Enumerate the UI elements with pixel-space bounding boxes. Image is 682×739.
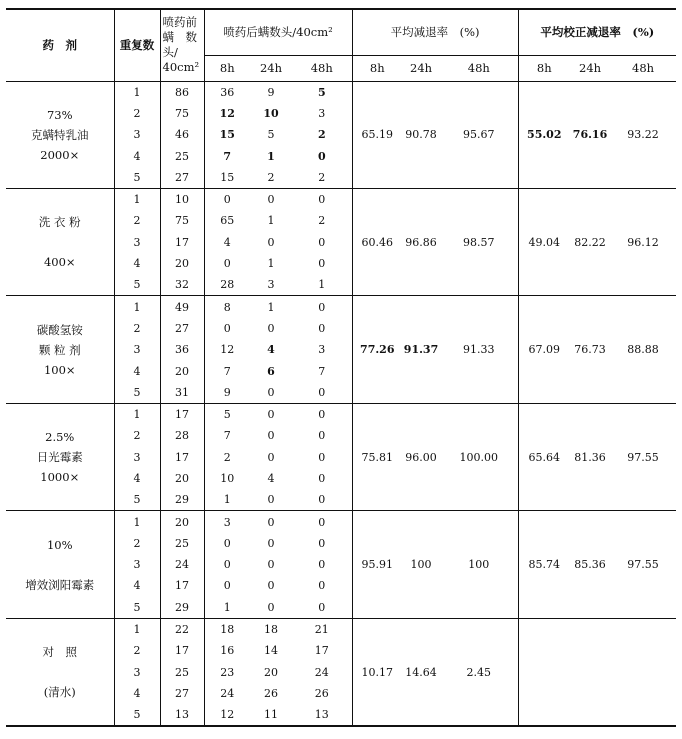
rep-cell: 5 <box>114 704 160 726</box>
before-count-cell: 27 <box>160 318 204 339</box>
drug-name-cell <box>6 403 114 510</box>
after-count-48-cell: 0 <box>292 575 352 596</box>
drug-name-line <box>6 555 114 575</box>
after-count-24-cell: 1 <box>267 257 275 271</box>
avg-corrected-24h <box>570 618 610 726</box>
avg-reduction-8h: 10.17 <box>352 618 402 726</box>
before-count-cell: 27 <box>160 683 204 704</box>
after-count-8-cell: 10 <box>220 471 235 485</box>
header-rep: 重复数 <box>114 9 160 81</box>
drug-name-cell <box>6 296 114 403</box>
avg-reduction-8h: 77.26 <box>352 296 402 403</box>
drug-name-line <box>6 662 114 682</box>
after-count-48-cell: 26 <box>292 683 352 704</box>
after-count-8-cell: 36 <box>220 85 235 99</box>
after-count-48-cell: 3 <box>292 103 352 124</box>
rep-cell: 1 <box>114 81 160 103</box>
avg-reduction-48h: 2.45 <box>440 618 518 726</box>
rep-cell: 1 <box>114 188 160 210</box>
rep-cell: 2 <box>114 533 160 554</box>
before-count-cell: 28 <box>160 425 204 446</box>
after-count-24-cell: 20 <box>264 665 278 679</box>
after-count-48-cell: 0 <box>292 318 352 339</box>
avg-corrected-8h: 67.09 <box>518 296 570 403</box>
after-count-8-cell: 0 <box>223 558 231 572</box>
header-before-line-3: 头/ <box>162 45 178 60</box>
after-count-8-cell: 12 <box>219 106 235 120</box>
avg-corrected-24h: 85.36 <box>570 511 610 618</box>
rep-cell: 2 <box>114 640 160 661</box>
avg-corrected-48h: 93.22 <box>627 128 659 142</box>
after-count-48-cell: 0 <box>292 232 352 253</box>
after-count-8-cell: 23 <box>220 665 235 679</box>
after-count-48-cell: 5 <box>292 81 352 103</box>
after-count-24-cell: 0 <box>267 558 275 572</box>
after-count-24-cell: 1 <box>250 296 292 318</box>
after-count-24-cell: 0 <box>267 321 275 335</box>
table-body <box>6 81 676 726</box>
after-count-8-cell: 15 <box>220 170 235 184</box>
avg-corrected-8h: 55.02 <box>527 128 562 142</box>
after-count-48-cell: 2 <box>292 210 352 231</box>
after-count-24-cell: 14 <box>264 644 278 658</box>
avg-reduction-8h: 65.19 <box>361 128 394 142</box>
before-count-cell: 17 <box>160 232 204 253</box>
after-count-8-cell: 16 <box>220 644 235 658</box>
after-count-24-cell: 0 <box>250 403 292 425</box>
header-corr-24h: 24h <box>570 55 610 81</box>
before-count-cell: 17 <box>160 447 204 468</box>
header-corr-48h: 48h <box>610 55 676 81</box>
rep-cell: 2 <box>114 425 160 446</box>
before-count-cell: 27 <box>160 167 204 189</box>
rep-cell: 3 <box>114 447 160 468</box>
avg-corrected-48h: 97.55 <box>610 511 676 618</box>
rep-cell: 3 <box>114 124 160 145</box>
after-count-8-cell: 28 <box>220 278 235 292</box>
before-count-cell: 20 <box>160 511 204 533</box>
drug-name-line <box>6 232 114 252</box>
after-count-8-cell: 7 <box>223 429 231 443</box>
before-count-cell: 46 <box>160 124 204 145</box>
data-table-container <box>6 8 676 728</box>
avg-reduction-24h: 96.00 <box>402 403 440 510</box>
after-count-48-cell: 0 <box>292 296 352 318</box>
rep-cell: 4 <box>114 145 160 166</box>
after-count-24-cell: 0 <box>267 385 275 399</box>
before-count-cell: 17 <box>160 403 204 425</box>
header-after: 喷药后螨数头/40cm² <box>204 9 352 55</box>
drug-name-line: 10% <box>46 537 73 552</box>
before-count-cell: 86 <box>160 81 204 103</box>
avg-corrected-48h <box>610 618 676 726</box>
after-count-24-cell: 0 <box>267 536 275 550</box>
after-count-48-cell: 0 <box>292 489 352 511</box>
rep-cell: 1 <box>114 511 160 533</box>
after-count-48-cell: 0 <box>292 425 352 446</box>
drug-name-line: 碳酸氢铵 <box>36 322 83 337</box>
after-count-48-cell: 0 <box>292 511 352 533</box>
avg-reduction-8h: 95.91 <box>352 511 402 618</box>
avg-corrected-8h: 85.74 <box>518 511 570 618</box>
after-count-24-cell: 4 <box>267 471 275 485</box>
rep-cell: 3 <box>114 232 160 253</box>
drug-name-line: 400× <box>43 255 76 270</box>
after-count-24-cell: 10 <box>263 106 279 120</box>
after-count-24-cell: 0 <box>267 429 275 443</box>
after-count-24-cell: 2 <box>267 170 275 184</box>
after-count-48-cell: 7 <box>292 360 352 381</box>
after-count-48-cell: 21 <box>292 618 352 640</box>
after-count-48-cell: 13 <box>292 704 352 726</box>
before-count-cell: 24 <box>160 554 204 575</box>
before-count-cell: 25 <box>160 533 204 554</box>
header-after-48h: 48h <box>292 55 352 81</box>
avg-reduction-48h: 100 <box>440 511 518 618</box>
rep-cell: 1 <box>114 296 160 318</box>
data-table <box>6 8 676 727</box>
avg-reduction-48h: 98.57 <box>440 188 518 295</box>
after-count-8-cell: 12 <box>220 343 235 357</box>
after-count-8-cell: 3 <box>204 511 250 533</box>
drug-name-line: 日光霉素 <box>36 450 83 465</box>
rep-cell: 5 <box>114 382 160 404</box>
rep-cell: 4 <box>114 253 160 274</box>
after-count-48-cell: 24 <box>292 662 352 683</box>
header-avg-8h: 8h <box>352 55 402 81</box>
before-count-cell: 17 <box>160 640 204 661</box>
after-count-8-cell: 1 <box>223 600 231 614</box>
after-count-8-cell: 12 <box>220 708 235 722</box>
avg-reduction-48h: 95.67 <box>440 81 518 188</box>
rep-cell: 3 <box>114 554 160 575</box>
avg-reduction-24h: 14.64 <box>402 618 440 726</box>
rep-cell: 1 <box>114 403 160 425</box>
rep-cell: 2 <box>114 210 160 231</box>
avg-corrected-8h <box>518 618 570 726</box>
header-after-24h: 24h <box>250 55 292 81</box>
after-count-48-cell: 0 <box>292 188 352 210</box>
after-count-48-cell: 3 <box>292 339 352 360</box>
header-avg-24h: 24h <box>402 55 440 81</box>
after-count-8-cell: 2 <box>223 450 231 464</box>
drug-name-line: 2000× <box>40 147 80 162</box>
rep-cell: 5 <box>114 167 160 189</box>
avg-reduction-24h: 91.37 <box>402 296 440 403</box>
after-count-48-cell: 17 <box>292 640 352 661</box>
after-count-24-cell: 1 <box>267 149 275 163</box>
rep-cell: 4 <box>114 468 160 489</box>
after-count-8-cell: 0 <box>223 536 231 550</box>
rep-cell: 4 <box>114 360 160 381</box>
drug-name-cell <box>6 511 114 618</box>
before-count-cell: 29 <box>160 597 204 619</box>
before-count-cell: 29 <box>160 489 204 511</box>
rep-cell: 5 <box>114 489 160 511</box>
avg-corrected-24h: 81.36 <box>570 403 610 510</box>
drug-name-line: 洗 衣 粉 <box>38 215 81 230</box>
table-row <box>6 403 676 425</box>
after-count-24-cell: 3 <box>267 278 275 292</box>
header-avg-reduction: 平均减退率 (%) <box>352 9 518 55</box>
after-count-48-cell: 2 <box>292 167 352 189</box>
header-before-line-2: 螨 数 <box>162 30 197 45</box>
avg-corrected-24h: 76.16 <box>572 128 608 142</box>
after-count-48-cell: 0 <box>292 253 352 274</box>
header-before-line-4: 40cm² <box>162 60 200 75</box>
drug-name-line: 1000× <box>40 470 80 485</box>
after-count-24-cell: 5 <box>267 128 275 142</box>
after-count-48-cell: 0 <box>292 554 352 575</box>
drug-name-line: 克螨特乳油 <box>31 127 89 142</box>
header-avg-48h: 48h <box>440 55 518 81</box>
after-count-24-cell: 0 <box>267 579 275 593</box>
avg-corrected-48h: 88.88 <box>610 296 676 403</box>
before-count-cell: 20 <box>160 253 204 274</box>
avg-reduction-8h: 60.46 <box>352 188 402 295</box>
rep-cell: 4 <box>114 683 160 704</box>
header-avg-corrected: 平均校正减退率 (%) <box>518 9 676 55</box>
after-count-8-cell: 18 <box>204 618 250 640</box>
after-count-24-cell: 4 <box>267 343 275 357</box>
table-row <box>6 188 676 210</box>
after-count-24-cell: 0 <box>250 511 292 533</box>
after-count-24-cell: 0 <box>267 493 275 507</box>
after-count-8-cell: 1 <box>223 493 231 507</box>
after-count-48-cell: 0 <box>292 145 352 166</box>
after-count-48-cell: 0 <box>292 533 352 554</box>
drug-name-line: 100× <box>43 362 76 377</box>
after-count-24-cell: 18 <box>250 618 292 640</box>
after-count-8-cell: 9 <box>223 385 231 399</box>
rep-cell: 3 <box>114 662 160 683</box>
before-count-cell: 75 <box>160 103 204 124</box>
avg-reduction-48h: 91.33 <box>440 296 518 403</box>
after-count-24-cell: 6 <box>267 364 275 378</box>
after-count-48-cell: 1 <box>292 274 352 296</box>
after-count-48-cell: 0 <box>292 447 352 468</box>
after-count-8-cell: 15 <box>219 128 235 142</box>
after-count-8-cell: 24 <box>220 686 235 700</box>
after-count-24-cell: 1 <box>267 214 275 228</box>
header-before-line-1: 喷药前 <box>162 15 197 30</box>
avg-corrected-8h: 65.64 <box>518 403 570 510</box>
drug-name-line: (清水) <box>43 685 76 700</box>
rep-cell: 2 <box>114 103 160 124</box>
before-count-cell: 75 <box>160 210 204 231</box>
rep-cell: 1 <box>114 618 160 640</box>
after-count-24-cell: 9 <box>267 85 275 99</box>
before-count-cell: 17 <box>160 575 204 596</box>
after-count-24-cell: 0 <box>267 600 275 614</box>
after-count-8-cell: 5 <box>204 403 250 425</box>
drug-name-cell <box>6 188 114 295</box>
after-count-48-cell: 0 <box>292 597 352 619</box>
before-count-cell: 22 <box>160 618 204 640</box>
before-count-cell: 49 <box>160 296 204 318</box>
drug-name-line: 对 照 <box>42 645 77 660</box>
before-count-cell: 32 <box>160 274 204 296</box>
drug-name-line: 2.5% <box>45 430 75 445</box>
after-count-24-cell: 26 <box>264 686 278 700</box>
after-count-48-cell: 2 <box>292 124 352 145</box>
drug-name-cell <box>6 618 114 726</box>
table-row <box>6 511 676 533</box>
header-row <box>6 9 676 55</box>
drug-name-line: 颗 粒 剂 <box>38 342 81 357</box>
before-count-cell: 13 <box>160 704 204 726</box>
before-count-cell: 25 <box>160 662 204 683</box>
rep-cell: 2 <box>114 318 160 339</box>
drug-name-line: 增效浏阳霉素 <box>25 577 95 592</box>
avg-reduction-24h: 96.86 <box>402 188 440 295</box>
avg-corrected-48h: 97.55 <box>610 403 676 510</box>
after-count-48-cell: 0 <box>292 403 352 425</box>
avg-corrected-24h: 76.73 <box>570 296 610 403</box>
rep-cell: 3 <box>114 339 160 360</box>
drug-name-cell <box>6 81 114 188</box>
after-count-8-cell: 65 <box>220 214 235 228</box>
after-count-48-cell: 0 <box>292 382 352 404</box>
before-count-cell: 25 <box>160 145 204 166</box>
before-count-cell: 31 <box>160 382 204 404</box>
header-before <box>160 9 204 81</box>
header-corr-8h: 8h <box>518 55 570 81</box>
table-row <box>6 81 676 103</box>
avg-reduction-8h: 75.81 <box>352 403 402 510</box>
after-count-8-cell: 8 <box>204 296 250 318</box>
header-drug: 药 剂 <box>6 9 114 81</box>
avg-reduction-24h: 100 <box>402 511 440 618</box>
before-count-cell: 36 <box>160 339 204 360</box>
after-count-8-cell: 0 <box>223 579 231 593</box>
drug-name-line: 73% <box>46 107 73 122</box>
avg-corrected-8h: 49.04 <box>518 188 570 295</box>
after-count-24-cell: 0 <box>267 450 275 464</box>
rep-cell: 4 <box>114 575 160 596</box>
after-count-8-cell: 7 <box>223 149 232 163</box>
avg-reduction-24h: 90.78 <box>405 128 437 142</box>
table-row <box>6 618 676 640</box>
before-count-cell: 20 <box>160 360 204 381</box>
avg-corrected-48h: 96.12 <box>610 188 676 295</box>
after-count-48-cell: 0 <box>292 468 352 489</box>
after-count-24-cell: 0 <box>267 235 275 249</box>
header-after-8h: 8h <box>204 55 250 81</box>
before-count-cell: 10 <box>160 188 204 210</box>
rep-cell: 5 <box>114 597 160 619</box>
after-count-24-cell: 11 <box>264 708 278 722</box>
after-count-8-cell: 0 <box>223 257 231 271</box>
after-count-8-cell: 4 <box>223 235 231 249</box>
after-count-8-cell: 0 <box>204 188 250 210</box>
before-count-cell: 20 <box>160 468 204 489</box>
after-count-24-cell: 0 <box>250 188 292 210</box>
table-row <box>6 296 676 318</box>
after-count-8-cell: 0 <box>223 321 231 335</box>
avg-reduction-48h: 100.00 <box>440 403 518 510</box>
avg-corrected-24h: 82.22 <box>570 188 610 295</box>
after-count-8-cell: 7 <box>223 364 231 378</box>
rep-cell: 5 <box>114 274 160 296</box>
